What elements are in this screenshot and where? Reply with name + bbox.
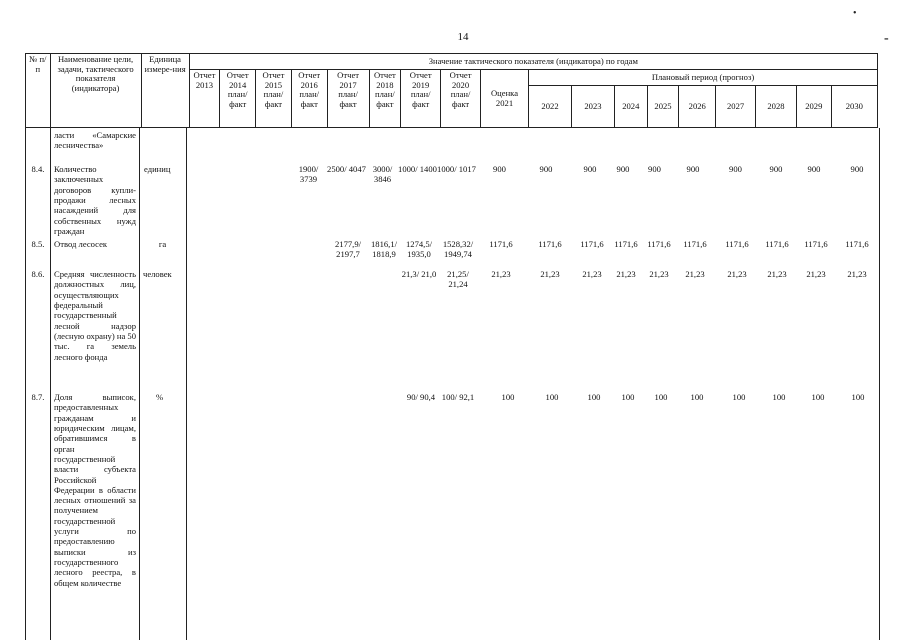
row-num: 8.4.: [31, 164, 45, 174]
row-y2020: 1528,32/ 1949,74: [442, 239, 474, 260]
header-forecast-year: 2025: [647, 86, 679, 128]
row-forecast: 1171,6: [765, 239, 789, 249]
column-divider: [186, 128, 187, 640]
row-est2021: 900: [493, 164, 506, 174]
header-y2015: Отчет 2015 план/ факт: [256, 70, 292, 128]
row-forecast: 21,23: [616, 269, 636, 279]
row-y2020: 21,25/ 21,24: [447, 269, 469, 290]
header-y2013: Отчет 2013: [189, 70, 220, 128]
header-name: Наименование цели, задачи, тактического показателя (индикатора): [50, 54, 141, 128]
row-forecast: 21,23: [806, 269, 826, 279]
row-forecast: 100: [654, 392, 668, 402]
row-y2016: 1900/ 3739: [298, 164, 319, 185]
row-forecast: 100: [851, 392, 865, 402]
header-y2019: Отчет 2019 план/ факт: [401, 70, 441, 128]
row-name: Отвод лесосек: [54, 239, 108, 249]
table-header: [25, 53, 878, 128]
row-est2021: 100: [501, 392, 515, 402]
row-y2019: 1000/ 1400: [398, 164, 437, 174]
row-forecast: 900: [539, 164, 553, 174]
header-forecast-year: 2023: [571, 86, 614, 128]
row-y2019: 90/ 90,4: [406, 392, 436, 402]
row-y2018: 1816,1/ 1818,9: [370, 239, 398, 260]
row-forecast: 100: [732, 392, 746, 402]
scan-speck: •: [853, 8, 857, 19]
row-unit: %: [156, 392, 164, 402]
row-y2019: 21,3/ 21,0: [401, 269, 437, 279]
row-forecast: 900: [850, 164, 864, 174]
row-forecast: 21,23: [540, 269, 560, 279]
header-forecast-year: 2022: [529, 86, 572, 128]
header-y2014: Отчет 2014 план/ факт: [220, 70, 256, 128]
header-forecast-year: 2030: [831, 86, 877, 128]
row-forecast: 1171,6: [647, 239, 671, 249]
table-body: [25, 128, 880, 640]
row-name: Количество заключенных договоров купли-продажи лесных насаждений для собственных нужд граждан: [54, 164, 136, 236]
page-number: 14: [457, 31, 469, 43]
scan-mark: -: [884, 31, 889, 46]
row-forecast: 1171,6: [614, 239, 638, 249]
header-forecast-year: 2028: [756, 86, 797, 128]
header-y2020: Отчет 2020 план/ факт: [441, 70, 481, 128]
row-forecast: 900: [686, 164, 700, 174]
header-forecast-title: Плановый период (прогноз): [529, 70, 878, 86]
row-forecast: 100: [587, 392, 601, 402]
row-y2017: 2500/ 4047: [327, 164, 366, 174]
row-num: 8.5.: [31, 239, 45, 249]
header-unit: Единица измере-ния: [141, 54, 189, 128]
row-forecast: 900: [769, 164, 783, 174]
row-unit: человек: [143, 269, 172, 279]
column-divider: [50, 128, 51, 640]
row-est2021: 21,23: [491, 269, 511, 279]
row-forecast: 900: [616, 164, 630, 174]
row-est2021: 1171,6: [489, 239, 513, 249]
row-y2017: 2177,9/ 2197,7: [334, 239, 362, 260]
row-unit: единиц: [144, 164, 171, 174]
row-forecast: 1171,6: [580, 239, 604, 249]
header-num: № п/п: [26, 54, 51, 128]
row-forecast: 900: [583, 164, 597, 174]
row-forecast: 1171,6: [725, 239, 749, 249]
row-forecast: 21,23: [685, 269, 705, 279]
row-y2018: 3000/ 3846: [372, 164, 393, 185]
row-forecast: 1171,6: [538, 239, 562, 249]
row-forecast: 21,23: [767, 269, 787, 279]
row-y2019: 1274,5/ 1935,0: [405, 239, 433, 260]
row-forecast: 100: [621, 392, 635, 402]
row-forecast: 1171,6: [683, 239, 707, 249]
row-forecast: 1171,6: [845, 239, 869, 249]
row-name: Доля выписок, предоставленных гражданам и юридическим лицам, обратившимся в орган государственной власти субъекта Российской Федерации в области лесных отношений за получением государственной услуги по предоставлению выписки из государственного лесного реестра, в общем количестве: [54, 392, 136, 588]
row-num: 8.6.: [31, 269, 45, 279]
header-y2016: Отчет 2016 план/ факт: [291, 70, 327, 128]
row-forecast: 100: [811, 392, 825, 402]
header-group-title: Значение тактического показателя (индикатора) по годам: [189, 54, 877, 70]
row-unit: га: [158, 239, 167, 249]
row-forecast: 900: [729, 164, 742, 174]
row-forecast: 21,23: [847, 269, 867, 279]
row-forecast: 21,23: [649, 269, 669, 279]
row-y2020: 1000/ 1017: [437, 164, 476, 174]
header-forecast-year: 2029: [796, 86, 831, 128]
header-est2021: Оценка 2021: [480, 70, 528, 128]
row-num: 8.7.: [31, 392, 45, 402]
row-forecast: 21,23: [582, 269, 602, 279]
row-forecast: 100: [690, 392, 704, 402]
row-forecast: 1171,6: [804, 239, 828, 249]
header-y2018: Отчет 2018 план/ факт: [369, 70, 401, 128]
header-y2017: Отчет 2017 план/ факт: [327, 70, 369, 128]
header-forecast-year: 2024: [614, 86, 647, 128]
row-forecast: 900: [807, 164, 821, 174]
row-forecast: 21,23: [727, 269, 747, 279]
continuation-text: ласти «Самарские лесничества»: [54, 130, 136, 151]
row-forecast: 100: [545, 392, 559, 402]
row-name: Средняя численность должностных лиц, осуществляющих федеральный государственный лесной надзор (лесную охрану) на 50 тыс. га земель лесного фонда: [54, 269, 137, 362]
row-forecast: 900: [648, 164, 661, 174]
header-forecast-year: 2027: [716, 86, 756, 128]
column-divider: [139, 128, 140, 640]
header-forecast-year: 2026: [679, 86, 716, 128]
row-y2020: 100/ 92,1: [441, 392, 475, 402]
row-forecast: 100: [772, 392, 786, 402]
